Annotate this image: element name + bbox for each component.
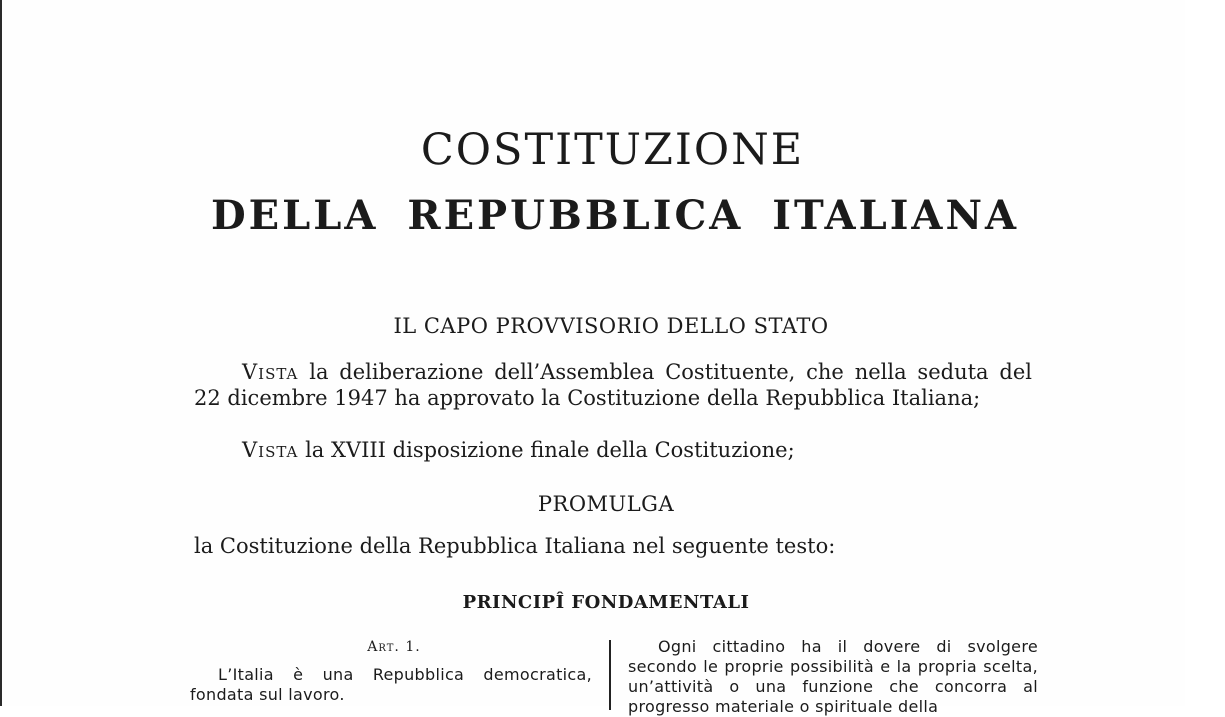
article-1-text: L’Italia è una Repubblica democratica, fondata sul lavoro.: [190, 665, 592, 704]
article-1-heading: Art. 1.: [367, 639, 421, 655]
capo-heading: IL CAPO PROVVISORIO DELLO STATO: [393, 314, 829, 338]
preamble-lead-2: Vista: [242, 438, 299, 462]
document-title-line-2: DELLA REPUBBLICA ITALIANA: [210, 192, 1020, 239]
preamble-paragraph-1: [194, 359, 1032, 411]
promulga-heading: PROMULGA: [537, 492, 675, 516]
column-divider: [609, 640, 611, 710]
section-heading: PRINCIPÎ FONDAMENTALI: [462, 592, 750, 613]
promulga-text: la Costituzione della Repubblica Italiana nel seguente testo:: [194, 534, 836, 558]
document-title-line-1: COSTITUZIONE: [420, 125, 805, 175]
preamble-lead-1: Vista: [242, 360, 299, 384]
article-heading: [194, 637, 594, 657]
preamble-paragraph-2: [194, 437, 1032, 463]
right-column-text: Ogni cittadino ha il dovere di svolgere secondo le proprie possibilità e la propria scelta, un’attività o una funzione che concorra al progresso materiale o spirituale della: [628, 637, 1038, 716]
preamble-text-1: la deliberazione dell’Assemblea Costituente, che nella seduta del 22 dicembre 1947 ha approvato la Costituzione della Repubblica Italiana;: [194, 360, 1032, 410]
preamble-text-2: la XVIII disposizione finale della Costituzione;: [298, 438, 795, 462]
